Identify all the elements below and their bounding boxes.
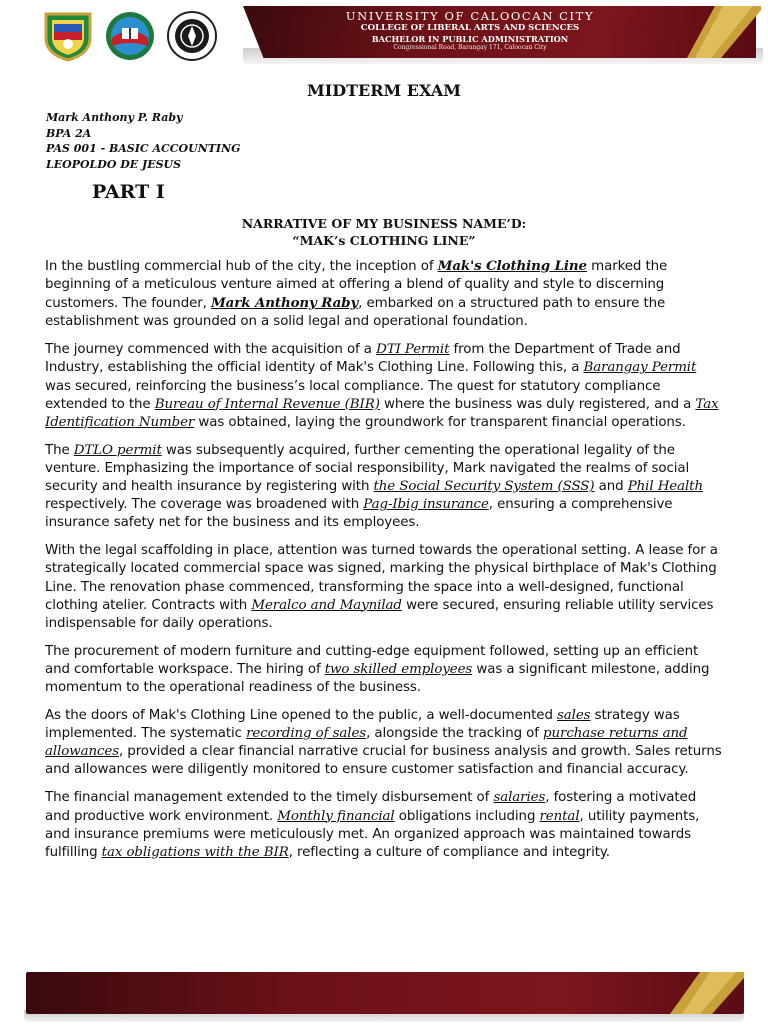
highlighted-term: recording of sales <box>246 726 367 742</box>
narrative-paragraph <box>45 257 725 331</box>
paragraph-text: were secured, ensuring reliable utility services indispensable for daily operations. <box>45 597 714 631</box>
paragraph-text: was secured, reinforcing the business’s local compliance. The quest for statutory compliance extended to the <box>45 378 661 412</box>
narrative-paragraph <box>45 643 725 697</box>
paragraph-text: marked the beginning of a meticulous venture aimed at offering a blend of quality and style to discerning customers. The founder, <box>45 259 668 312</box>
student-info <box>46 110 241 172</box>
paragraph-text: was obtained, laying the groundwork for transparent financial operations. <box>194 414 686 430</box>
paragraph-text: from the Department of Trade and Industry, establishing the official identity of Mak's Clothing Line. Following this, a <box>45 342 681 376</box>
part-title: PART I <box>92 181 165 203</box>
paragraph-text: , fostering a motivated and productive work environment. <box>45 790 697 824</box>
paragraph-text: was a significant milestone, adding momentum to the operational readiness of the business. <box>45 661 710 695</box>
highlighted-term: rental <box>539 808 580 824</box>
highlighted-term: Meralco and Maynilad <box>251 597 402 613</box>
paragraph-text: , provided a clear financial narrative crucial for business analysis and growth. Sales returns and allowances were diligently monitored to ensure customer satisfaction and financial accuracy. <box>45 744 722 778</box>
highlighted-term: Monthly financial <box>277 808 395 824</box>
university-seal-logo <box>102 10 158 62</box>
paragraph-text: With the legal scaffolding in place, attention was turned towards the operational setting. A lease for a strategically located commercial space was signed, marking the physical birthplace of Mak's Clothing Line. The renovation phase commenced, transforming the space into a well-designed, functional clothing atelier. Contracts with <box>45 543 718 613</box>
highlighted-term: DTLO permit <box>73 442 162 458</box>
college-seal-logo <box>164 10 220 62</box>
paragraph-text: The journey commenced with the acquisition of a <box>45 342 377 358</box>
narrative-paragraph <box>45 542 725 632</box>
highlighted-term: purchase returns and allowances <box>45 726 688 760</box>
paragraph-text: The <box>45 442 74 458</box>
highlighted-term: Tax Identification Number <box>45 396 719 430</box>
paragraph-text: where the business was duly registered, and a <box>379 396 696 412</box>
header-banner-text <box>300 10 640 52</box>
narrative-paragraph <box>45 442 725 532</box>
highlighted-term: Mak's Clothing Line <box>437 258 587 274</box>
paragraph-text: strategy was implemented. The systematic <box>45 708 680 742</box>
paragraph-text: respectively. The coverage was broadened with <box>45 497 364 513</box>
narrative-title-line-2: “MAK’s CLOTHING LINE” <box>292 233 476 248</box>
highlighted-term: Pag-Ibig insurance <box>363 497 489 513</box>
narrative-paragraph <box>45 707 725 779</box>
university-name: UNIVERSITY OF CALOOCAN CITY <box>345 9 595 23</box>
paragraph-text: As the doors of Mak's Clothing Line opened to the public, a well-documented <box>45 708 557 724</box>
highlighted-term: the Social Security System (SSS) <box>373 479 595 495</box>
highlighted-term: DTI Permit <box>376 342 450 358</box>
highlighted-term: salaries <box>493 790 546 806</box>
highlighted-term: Barangay Permit <box>583 360 697 376</box>
paragraph-text: obligations including <box>394 808 540 824</box>
highlighted-term: Phil Health <box>627 479 703 495</box>
university-address: Congressional Road, Barangay 171, Caloocan City <box>393 44 547 51</box>
highlighted-term: tax obligations with the BIR <box>101 844 289 860</box>
program-name: BACHELOR IN PUBLIC ADMINISTRATION <box>371 34 569 44</box>
footer-gold-accent <box>640 972 744 1014</box>
paragraph-text: The procurement of modern furniture and cutting-edge equipment followed, setting up an efficient and comfortable workspace. The hiring of <box>45 643 699 677</box>
narrative-paragraph <box>45 789 725 861</box>
document-header <box>0 0 768 70</box>
caloocan-city-seal-logo <box>40 10 96 62</box>
paragraph-text: , ensuring a comprehensive insurance safety net for the business and its employees. <box>45 497 673 531</box>
narrative-title-line-1: NARRATIVE OF MY BUSINESS NAME’D: <box>241 216 527 231</box>
paragraph-text: , utility payments, and insurance premiums were meticulously met. An organized approach was maintained towards fulfilling <box>45 808 700 860</box>
course-code: PAS 001 - BASIC ACCOUNTING <box>46 142 241 155</box>
paragraph-text: , alongside the tracking of <box>366 726 544 742</box>
narrative-paragraph <box>45 341 725 431</box>
narrative-title <box>0 215 768 249</box>
student-section: BPA 2A <box>46 126 92 140</box>
paragraph-text: was subsequently acquired, further cementing the operational legality of the venture. Emphasizing the importance of social responsibility, Mark navigated the realms of social security and health insurance by registering with <box>45 442 690 495</box>
paragraph-text: , embarked on a structured path to ensure the establishment was grounded on a solid legal and operational foundation. <box>45 296 666 330</box>
footer-banner <box>26 972 744 1014</box>
highlighted-term: sales <box>557 708 591 724</box>
highlighted-term: two skilled employees <box>324 661 473 677</box>
student-name: Mark Anthony P. Raby <box>46 111 183 124</box>
college-name: COLLEGE OF LIBERAL ARTS AND SCIENCES <box>360 23 580 33</box>
paragraph-text: The financial management extended to the timely disbursement of <box>45 790 494 806</box>
instructor-name: LEOPOLDO DE JESUS <box>46 157 182 171</box>
banner-gold-accent <box>675 4 761 60</box>
highlighted-term: Mark Anthony Raby <box>210 295 359 312</box>
paragraph-text: and <box>594 479 628 495</box>
narrative-body <box>45 257 725 872</box>
exam-title: MIDTERM EXAM <box>307 81 461 100</box>
paragraph-text: In the bustling commercial hub of the city, the inception of <box>45 259 438 274</box>
highlighted-term: Bureau of Internal Revenue (BIR) <box>154 396 380 412</box>
paragraph-text: , reflecting a culture of compliance and integrity. <box>288 844 610 860</box>
logo-row <box>40 10 220 62</box>
